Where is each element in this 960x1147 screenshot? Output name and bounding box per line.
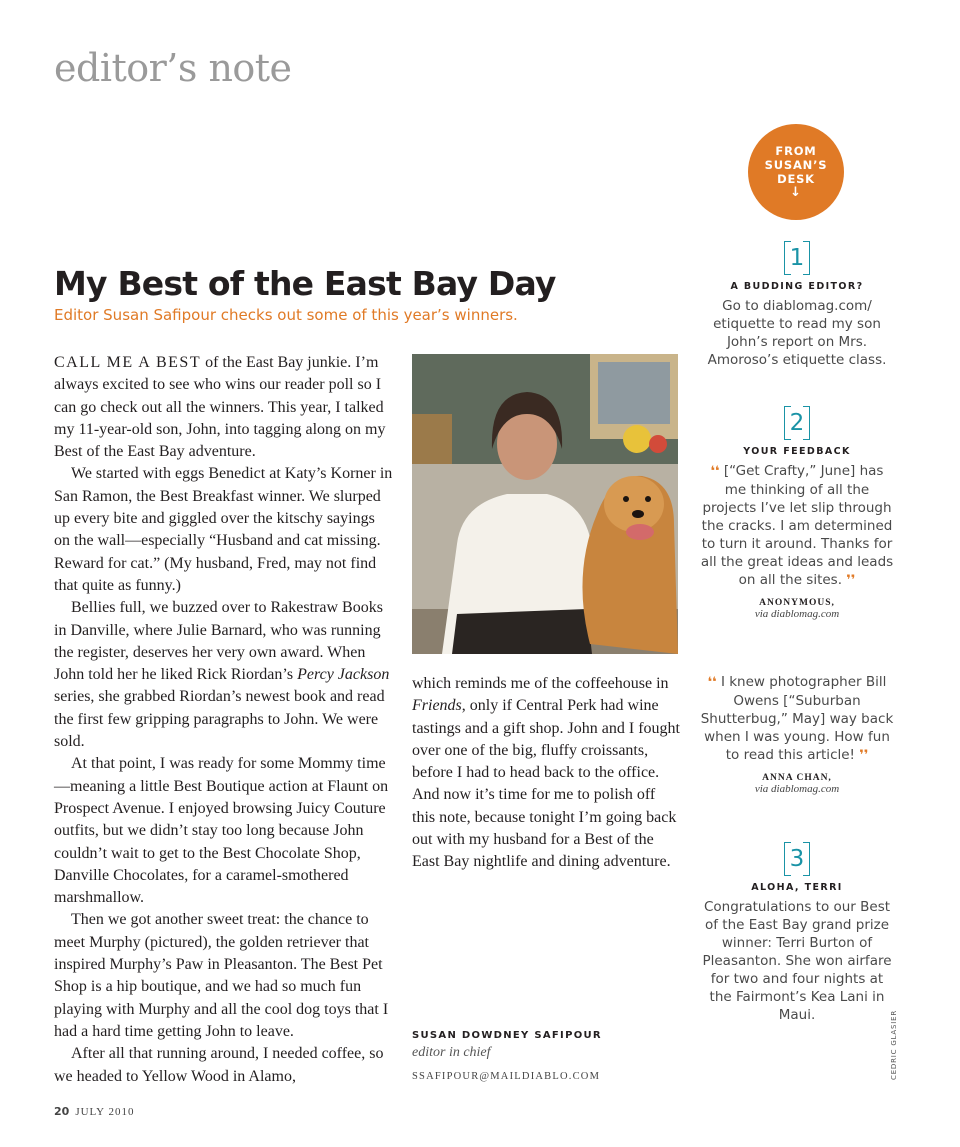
quote-1-author: ANONYMOUS, bbox=[759, 598, 835, 608]
sidebar-heading-1: A BUDDING EDITOR? bbox=[730, 281, 864, 292]
paragraph-3-text-b: series, she grabbed Riordan’s newest book and read the first few gripping paragraphs to John. We were sold. bbox=[54, 688, 385, 751]
signature-email: SSAFIPOUR@MAILDIABLO.COM bbox=[412, 1071, 601, 1082]
section-title: editor’s note bbox=[54, 46, 292, 90]
badge-line-2: SUSAN’S bbox=[764, 158, 828, 172]
badge-line-3: DESK bbox=[777, 172, 815, 186]
lead-in: CALL ME A BEST bbox=[54, 354, 202, 371]
page-number: 20 bbox=[54, 1105, 70, 1118]
feedback-quote-2 bbox=[698, 673, 896, 765]
feedback-quote-1 bbox=[698, 462, 896, 590]
photo-editor-with-dog bbox=[412, 354, 678, 654]
sidebar-body-1: Go to diablomag.com/ etiquette to read my son John’s report on Mrs. Amoroso’s etiquette class. bbox=[707, 298, 887, 368]
folio bbox=[54, 1105, 134, 1118]
badge-line-1: FROM bbox=[775, 144, 817, 158]
close-quote-icon: ❜❜ bbox=[859, 748, 869, 763]
paragraph-3-text-a: Bellies full, we buzzed over to Rakestraw Books in Danville, where Julie Barnard, who was running the register, deserves her very own award. When John told her he liked Rick Riordan’s bbox=[54, 599, 383, 684]
sidebar-number-3: 3 bbox=[784, 842, 811, 876]
sidebar-heading-3: ALOHA, TERRI bbox=[751, 882, 843, 893]
issue-date: JULY 2010 bbox=[75, 1106, 135, 1118]
deck: Editor Susan Safipour checks out some of this year’s winners. bbox=[54, 306, 518, 324]
headline: My Best of the East Bay Day bbox=[54, 264, 556, 303]
photo-illustration bbox=[412, 354, 678, 654]
open-quote-icon: ❛❛ bbox=[710, 464, 720, 479]
sidebar-item-2 bbox=[698, 406, 896, 620]
quote-2-author: ANNA CHAN, bbox=[762, 773, 832, 783]
open-quote-icon: ❛❛ bbox=[707, 675, 717, 690]
paragraph-5: Then we got another sweet treat: the chance to meet Murphy (pictured), the golden retriever that inspired Murphy’s Paw in Pleasanton. The Best Pet Shop is a hip boutique, and we had so much fun playing with Murphy and all the cool dog toys that I had a hard time getting John to leave. bbox=[54, 911, 389, 1040]
paragraph-1 bbox=[54, 352, 394, 463]
quote-2-source: via diablomag.com bbox=[754, 783, 840, 795]
signature-title: editor in chief bbox=[412, 1045, 491, 1060]
sidebar-item-1 bbox=[698, 241, 896, 369]
paragraph-6: After all that running around, I needed coffee, so we headed to Yellow Wood in Alamo, bbox=[54, 1045, 384, 1085]
sidebar-number-1: 1 bbox=[784, 241, 811, 275]
signature-name: SUSAN DOWDNEY SAFIPOUR bbox=[412, 1030, 602, 1041]
paragraph-4: At that point, I was ready for some Mommy time—meaning a little Best Boutique action at Flaunt on Prospect Avenue. I enjoyed browsing Juicy Couture outfits, but we didn’t stay too long because John couldn’t wait to get to the Best Chocolate Shop, Danville Chocolates, for a caramel-smothered marshmallow. bbox=[54, 755, 389, 907]
paragraph-7-text-b: , only if Central Perk had wine tastings and a gift shop. John and I fought over one of the big, fluffy croissants, before I had to head back to the office. And now it’s time for me to polish off this note, because tonight I’m going back out with my husband for a Best of the East Bay nightlife and dining adventure. bbox=[412, 697, 680, 871]
sidebar-number-2: 2 bbox=[784, 406, 811, 440]
sidebar-feedback-2 bbox=[698, 668, 896, 795]
article-column-1 bbox=[54, 352, 394, 1088]
paragraph-7 bbox=[412, 673, 682, 874]
show-title: Friends bbox=[412, 697, 462, 715]
quote-1-text: [“Get Crafty,” June] has me thinking of all the projects I’ve let slip through the cracks. I am determined to turn it around. Thanks for all the great ideas and leads on all the sites. bbox=[700, 463, 894, 588]
paragraph-3 bbox=[54, 597, 394, 753]
from-desk-badge bbox=[748, 124, 844, 220]
quote-2-text: I knew photographer Bill Owens [“Suburban Shutterbug,” May] way back when I was young. How fun to read this article! bbox=[700, 674, 894, 763]
article-column-2 bbox=[412, 673, 682, 874]
paragraph-2: We started with eggs Benedict at Katy’s Korner in San Ramon, the Best Breakfast winner. We slurped up every bite and giggled over the kitschy sayings on the wall—especially “Husband and cat missing. Reward for cat.” (My husband, Fred, may not find that quite as funny.) bbox=[54, 465, 393, 594]
paragraph-7-text-a: which reminds me of the coffeehouse in bbox=[412, 675, 669, 692]
sidebar-heading-2: YOUR FEEDBACK bbox=[743, 446, 851, 457]
close-quote-icon: ❜❜ bbox=[846, 573, 856, 588]
sidebar-item-3 bbox=[698, 842, 896, 1024]
sidebar-body-3: Congratulations to our Best of the East Bay grand prize winner: Terri Burton of Pleasanton. She won airfare for two and four nights at the Fairmont’s Kea Lani in Maui. bbox=[702, 899, 892, 1023]
paragraph-1-text: of the East Bay junkie. I’m always excited to see who wins our reader poll so I can go check out all the winners. This year, I talked my 11-year-old son, John, into tagging along on my Best of the East Bay adventure. bbox=[54, 354, 386, 461]
book-title: Percy Jackson bbox=[297, 666, 390, 684]
arrow-down-icon: ↓ bbox=[790, 185, 802, 200]
quote-1-source: via diablomag.com bbox=[754, 608, 840, 620]
photo-credit: CEDRIC GLASIER bbox=[890, 1009, 898, 1080]
